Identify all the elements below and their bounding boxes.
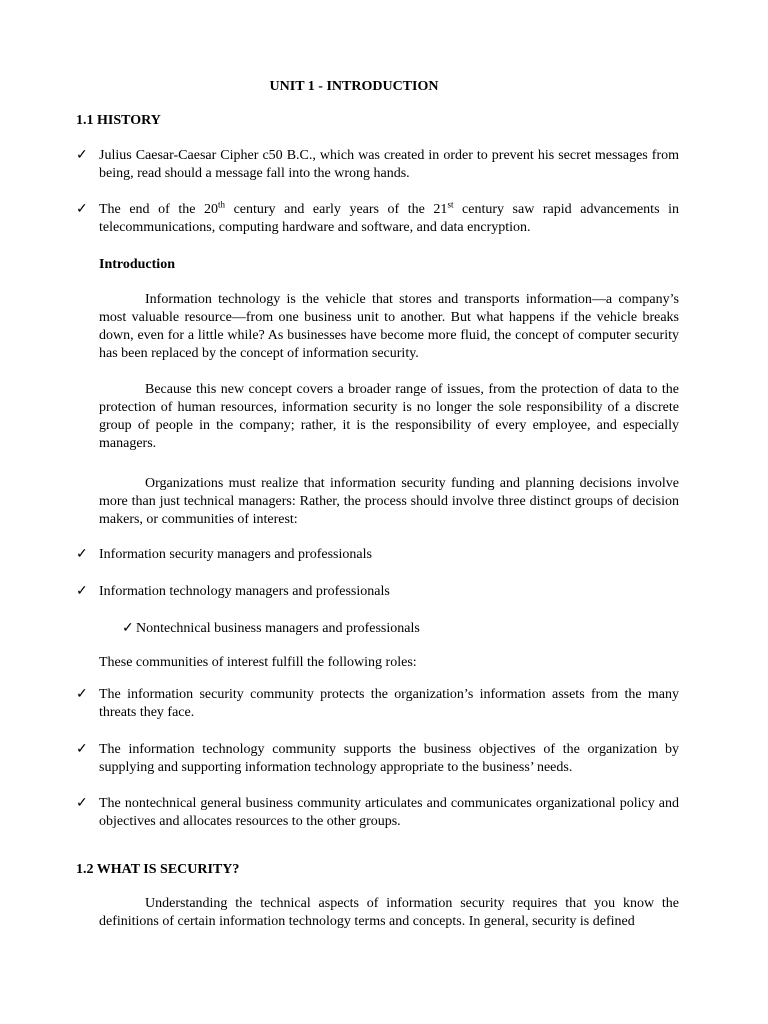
check-icon: ✓ — [76, 796, 88, 811]
group-item-3: Nontechnical business managers and professionals — [136, 621, 420, 636]
role-item-1: The information security community protects the organization’s information assets from the many threats they face. — [99, 687, 679, 720]
check-icon: ✓ — [122, 621, 134, 636]
page-title: UNIT 1 - INTRODUCTION — [269, 79, 439, 94]
group-item-2: Information technology managers and professionals — [99, 584, 390, 599]
role-item-3: The nontechnical general business community articulates and communicates organizational policy and objectives and allocates resources to the other groups. — [99, 796, 679, 829]
history-bullet-2: The end of the 20th century and early years of the 21st century saw rapid advancements in telecommunications, computing hardware and software, and data encryption. — [99, 199, 679, 235]
check-icon: ✓ — [76, 584, 88, 599]
intro-paragraph-3: Organizations must realize that information security funding and planning decisions involve more than just technical managers: Rather, the process should involve three distinct groups of decision makers, or communities of interest: — [99, 476, 679, 527]
section-heading-history: 1.1 HISTORY — [76, 113, 161, 128]
intro-paragraph-1: Information technology is the vehicle that stores and transports information—a company’s most valuable resource—from one business unit to another. But what happens if the vehicle breaks down, even for a little while? As businesses have become more fluid, the concept of computer security has been replaced by the concept of information security. — [99, 292, 679, 361]
group-item-1: Information security managers and professionals — [99, 547, 372, 562]
check-icon: ✓ — [76, 148, 88, 163]
roles-intro: These communities of interest fulfill the following roles: — [99, 655, 417, 670]
history-bullet-1: Julius Caesar-Caesar Cipher c50 B.C., which was created in order to prevent his secret messages from being, read should a message fall into the wrong hands. — [99, 148, 679, 181]
section-heading-security: 1.2 WHAT IS SECURITY? — [76, 862, 240, 877]
check-icon: ✓ — [76, 687, 88, 702]
security-paragraph-1: Understanding the technical aspects of information security requires that you know the definitions of certain information technology terms and concepts. In general, security is defined — [99, 896, 679, 929]
check-icon: ✓ — [76, 202, 88, 217]
introduction-heading: Introduction — [99, 257, 175, 272]
check-icon: ✓ — [76, 547, 88, 562]
role-item-2: The information technology community supports the business objectives of the organization by supplying and supporting information technology appropriate to the business’ needs. — [99, 742, 679, 775]
check-icon: ✓ — [76, 742, 88, 757]
intro-paragraph-2: Because this new concept covers a broader range of issues, from the protection of data to the protection of human resources, information security is no longer the sole responsibility of a discrete group of people in the company; rather, it is the responsibility of every employee, and especially managers. — [99, 382, 679, 451]
